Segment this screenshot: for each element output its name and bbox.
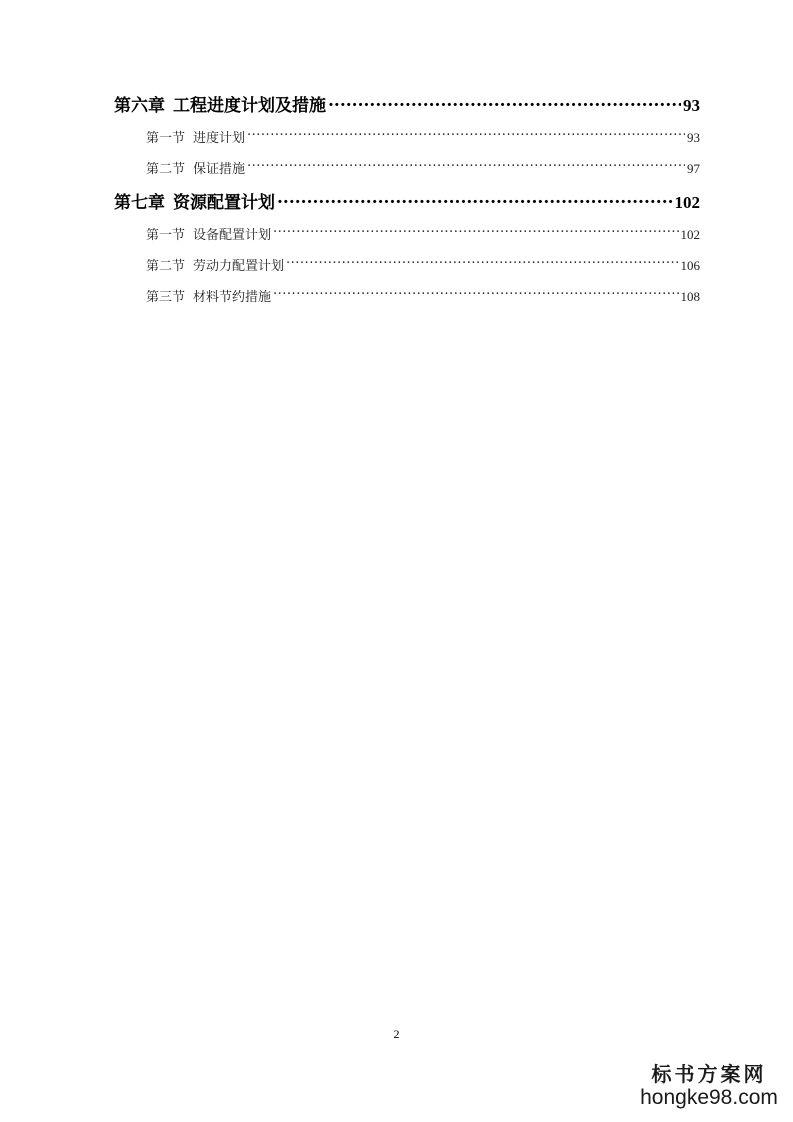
toc-section-7-1[interactable] [114, 223, 700, 254]
dot-leader [328, 94, 681, 111]
toc-entry-label [146, 255, 284, 279]
toc-section-6-1[interactable] [114, 126, 700, 157]
toc-section-7-3[interactable] [114, 285, 700, 316]
toc-entry-page: 97 [687, 161, 700, 176]
toc-entry-title: 保证措施 [193, 162, 246, 177]
table-of-contents [114, 94, 700, 316]
toc-entry-label [146, 224, 271, 248]
toc-entry-label [114, 94, 326, 118]
toc-entry-title: 劳动力配置计划 [193, 259, 285, 274]
toc-entry-title: 设备配置计划 [193, 228, 272, 243]
dot-leader [273, 288, 678, 301]
dot-leader [273, 226, 678, 239]
toc-entry-number: 第二节 [146, 162, 186, 177]
toc-entry-page: 93 [683, 96, 700, 115]
toc-entry-page: 106 [680, 258, 700, 273]
toc-entry-number: 第七章 [114, 193, 165, 213]
toc-entry-title: 资源配置计划 [173, 193, 275, 213]
toc-entry-page: 93 [687, 130, 700, 145]
toc-entry-title: 进度计划 [193, 131, 246, 146]
toc-entry-page: 102 [680, 227, 700, 242]
toc-entry-label [114, 191, 275, 215]
site-watermark [639, 1062, 779, 1110]
dot-leader [286, 257, 678, 270]
toc-chapter-6[interactable] [114, 94, 700, 126]
toc-entry-number: 第一节 [146, 228, 186, 243]
toc-entry-number: 第六章 [114, 96, 165, 116]
toc-entry-label [146, 127, 245, 151]
toc-entry-number: 第一节 [146, 131, 186, 146]
dot-leader [277, 191, 673, 208]
toc-entry-label [146, 286, 271, 310]
page-number: 2 [393, 1027, 400, 1041]
toc-entry-page: 102 [674, 193, 700, 212]
toc-entry-title: 工程进度计划及措施 [173, 96, 326, 116]
toc-entry-page: 108 [680, 289, 700, 304]
toc-entry-title: 材料节约措施 [193, 290, 272, 305]
toc-section-6-2[interactable] [114, 157, 700, 188]
watermark-title: 标书方案网 [651, 1062, 767, 1086]
dot-leader [247, 129, 685, 142]
toc-chapter-7[interactable] [114, 191, 700, 223]
toc-entry-number: 第二节 [146, 259, 186, 274]
toc-section-7-2[interactable] [114, 254, 700, 285]
toc-entry-label [146, 158, 245, 182]
dot-leader [247, 160, 685, 173]
watermark-url: hongke98.com [640, 1086, 778, 1109]
toc-entry-number: 第三节 [146, 290, 186, 305]
